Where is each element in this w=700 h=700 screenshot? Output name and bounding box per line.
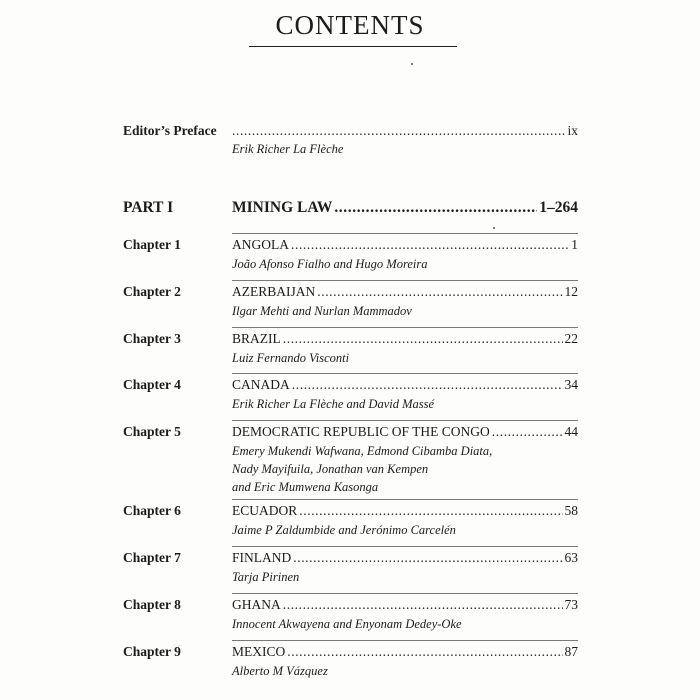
chapter-authors: Alberto M Vázquez [232, 664, 328, 678]
dot-leader [299, 503, 562, 519]
chapter-page: 58 [564, 503, 578, 518]
entry-separator [232, 593, 578, 594]
chapter-leader-line [232, 503, 578, 519]
preface-leader-line [232, 123, 578, 139]
chapter-authors: Jaime P Zaldumbide and Jerónimo Carcelén [232, 523, 456, 537]
chapter-title: CANADA [232, 377, 290, 392]
chapter-title: AZERBAIJAN [232, 284, 316, 299]
entry-separator [232, 280, 578, 281]
dot-leader [334, 199, 537, 217]
dot-leader [317, 284, 562, 300]
chapter-leader-line [232, 331, 578, 347]
chapter-label: Chapter 9 [123, 644, 181, 659]
chapter-label: Chapter 3 [123, 331, 181, 346]
chapter-authors: Erik Richer La Flèche and David Massé [232, 397, 435, 411]
chapter-title: ANGOLA [232, 237, 289, 252]
entry-separator [232, 373, 578, 374]
chapter-page: 12 [564, 284, 578, 299]
chapter-title: GHANA [232, 597, 281, 612]
entry-separator [232, 233, 578, 234]
chapter-page: 34 [564, 377, 578, 392]
preface-label: Editor’s Preface [123, 123, 217, 138]
chapter-leader-line [232, 424, 578, 440]
dot-leader [232, 123, 565, 139]
chapter-page: 44 [564, 424, 578, 439]
chapter-label: Chapter 1 [123, 237, 181, 252]
dot-leader [492, 424, 563, 440]
chapter-page: 87 [564, 644, 578, 659]
chapter-label: Chapter 6 [123, 503, 181, 518]
part-label: PART I [123, 199, 174, 216]
chapter-label: Chapter 8 [123, 597, 181, 612]
chapter-leader-line [232, 237, 578, 253]
chapter-authors: Emery Mukendi Wafwana, Edmond Cibamba Diata, [232, 444, 493, 458]
chapter-title: MEXICO [232, 644, 286, 659]
chapter-page: 73 [564, 597, 578, 612]
chapter-title: FINLAND [232, 550, 292, 565]
page-title: CONTENTS [275, 10, 425, 40]
scan-speck [411, 63, 413, 65]
part-leader-line [232, 199, 578, 217]
entry-separator [232, 499, 578, 500]
title-rule [249, 46, 457, 47]
dot-leader [283, 331, 563, 347]
dot-leader [291, 237, 569, 253]
preface-author: Erik Richer La Flèche [232, 142, 344, 156]
dot-leader [283, 597, 563, 613]
entry-separator [232, 327, 578, 328]
chapter-label: Chapter 4 [123, 377, 181, 392]
chapter-title: BRAZIL [232, 331, 281, 346]
chapter-title: ECUADOR [232, 503, 298, 518]
chapter-leader-line [232, 377, 578, 393]
entry-separator [232, 420, 578, 421]
chapter-page: 1 [571, 237, 578, 252]
chapter-label: Chapter 5 [123, 424, 181, 439]
chapter-leader-line [232, 550, 578, 566]
chapter-leader-line [232, 284, 578, 300]
chapter-label: Chapter 7 [123, 550, 181, 565]
dot-leader [292, 377, 563, 393]
chapter-leader-line [232, 644, 578, 660]
chapter-authors: Luiz Fernando Visconti [232, 351, 350, 365]
chapter-label: Chapter 2 [123, 284, 181, 299]
chapter-page: 63 [564, 550, 578, 565]
dot-leader [293, 550, 562, 566]
entry-separator [232, 546, 578, 547]
chapter-authors: Tarja Pirinen [232, 570, 300, 584]
chapter-authors: Ilgar Mehti and Nurlan Mammadov [232, 304, 412, 318]
chapter-authors: Nady Mayifuila, Jonathan van Kempen [232, 462, 429, 476]
part-title: MINING LAW [232, 199, 333, 216]
chapter-page: 22 [564, 331, 578, 346]
preface-page: ix [567, 123, 578, 138]
chapter-title: DEMOCRATIC REPUBLIC OF THE CONGO [232, 424, 490, 439]
chapter-authors: Innocent Akwayena and Enyonam Dedey-Oke [232, 617, 462, 631]
entry-separator [232, 640, 578, 641]
chapter-leader-line [232, 597, 578, 613]
part-pages: 1–264 [539, 199, 578, 216]
scan-speck [493, 227, 495, 229]
chapter-authors: João Afonso Fialho and Hugo Moreira [232, 257, 428, 271]
dot-leader [287, 644, 562, 660]
chapter-authors: and Eric Mumwena Kasonga [232, 480, 379, 494]
